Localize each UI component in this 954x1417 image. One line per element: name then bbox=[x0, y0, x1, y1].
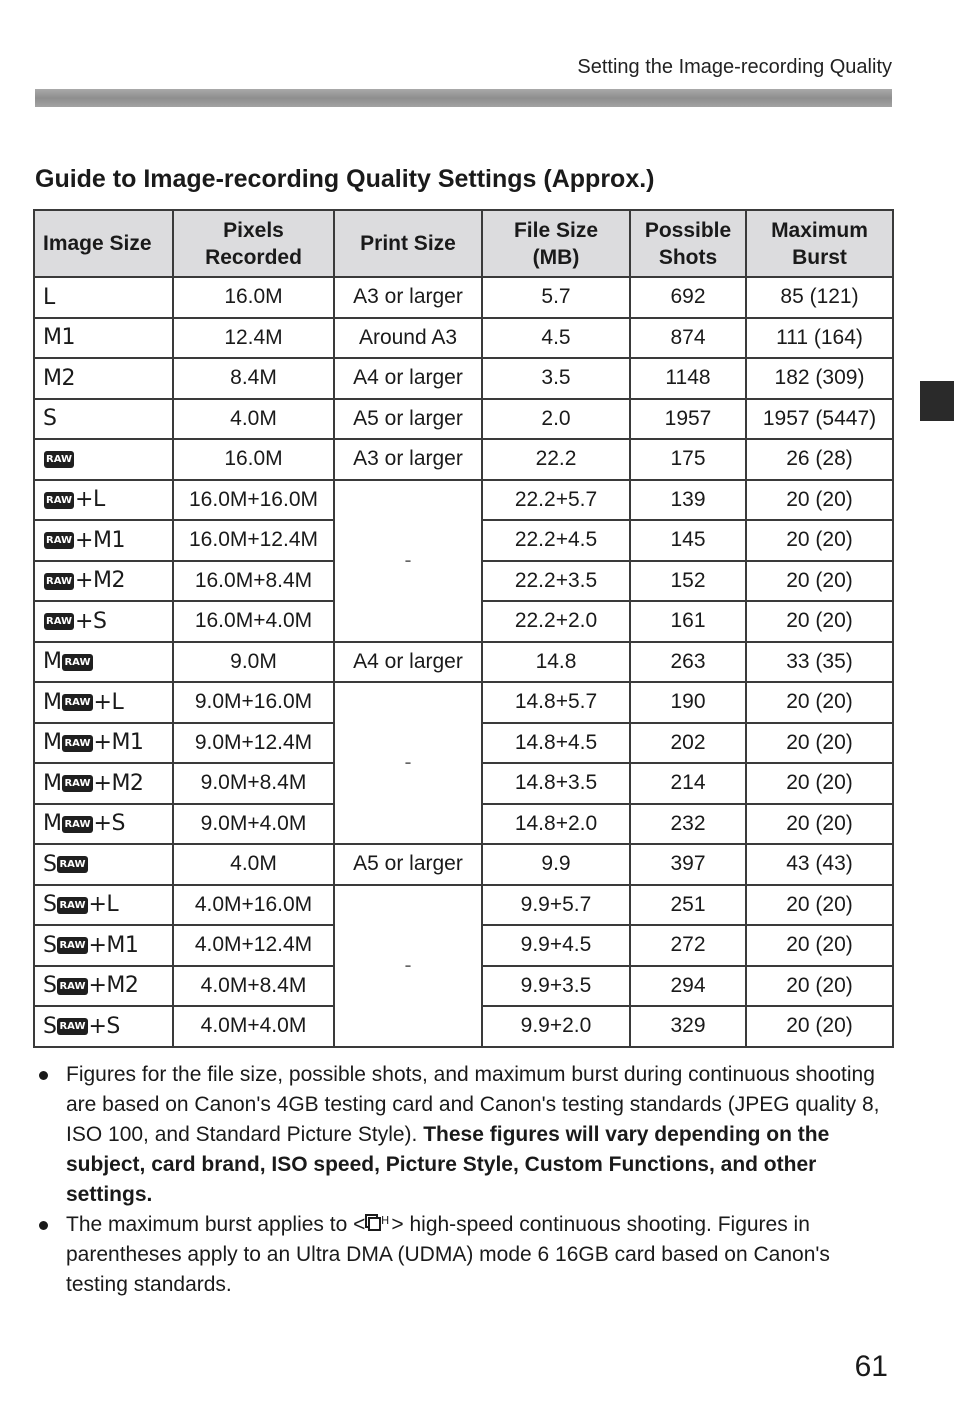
possible-shots-cell: 190 bbox=[630, 682, 746, 723]
file-size-cell: 3.5 bbox=[482, 358, 630, 399]
table-row bbox=[34, 844, 893, 885]
maximum-burst-cell: 20 (20) bbox=[746, 682, 893, 723]
image-size-cell bbox=[34, 439, 173, 480]
size-prefix: S bbox=[43, 851, 57, 877]
chapter-tab-marker bbox=[920, 381, 954, 421]
image-size-cell bbox=[34, 277, 173, 318]
image-size-cell bbox=[34, 561, 173, 602]
print-size-cell: A4 or larger bbox=[334, 642, 482, 683]
file-size-cell: 5.7 bbox=[482, 277, 630, 318]
print-size-cell: Around A3 bbox=[334, 318, 482, 359]
note2-text-after: > high-speed continuous shooting. Figures in parentheses apply to an Ultra DMA (UDMA) mode 6 16GB card based on Canon's testing standards. bbox=[66, 1213, 830, 1296]
file-size-cell: 22.2+2.0 bbox=[482, 601, 630, 642]
pixels-recorded-cell: 4.0M bbox=[173, 844, 334, 885]
pixels-recorded-cell: 4.0M bbox=[173, 399, 334, 440]
image-size-cell bbox=[34, 925, 173, 966]
print-size-cell: - bbox=[334, 682, 482, 844]
image-size-cell bbox=[34, 480, 173, 521]
raw-icon: RAW bbox=[62, 694, 92, 711]
note2-text-before: The maximum burst applies to < bbox=[66, 1213, 366, 1236]
maximum-burst-cell: 20 (20) bbox=[746, 763, 893, 804]
print-size-cell: - bbox=[334, 885, 482, 1047]
image-size-cell bbox=[34, 399, 173, 440]
possible-shots-cell: 329 bbox=[630, 1006, 746, 1047]
table-row bbox=[34, 682, 893, 723]
possible-shots-cell: 202 bbox=[630, 723, 746, 764]
raw-icon: RAW bbox=[44, 573, 74, 590]
size-suffix: +M1 bbox=[93, 730, 144, 756]
print-size-cell: A3 or larger bbox=[334, 277, 482, 318]
possible-shots-cell: 294 bbox=[630, 966, 746, 1007]
size-prefix: S bbox=[43, 932, 57, 958]
header-pixels-line1: Pixels bbox=[223, 218, 284, 242]
raw-icon: RAW bbox=[62, 735, 92, 752]
possible-shots-cell: 161 bbox=[630, 601, 746, 642]
possible-shots-cell: 263 bbox=[630, 642, 746, 683]
possible-shots-cell: 1148 bbox=[630, 358, 746, 399]
size-prefix: S bbox=[43, 406, 57, 432]
pixels-recorded-cell: 9.0M+12.4M bbox=[173, 723, 334, 764]
image-size-cell bbox=[34, 885, 173, 926]
icon-suffix: H bbox=[381, 1214, 390, 1227]
header-file-size bbox=[482, 210, 630, 277]
pixels-recorded-cell: 16.0M+16.0M bbox=[173, 480, 334, 521]
quality-settings-table bbox=[33, 209, 894, 1048]
file-size-cell: 9.9+3.5 bbox=[482, 966, 630, 1007]
file-size-cell: 9.9 bbox=[482, 844, 630, 885]
maximum-burst-cell: 1957 (5447) bbox=[746, 399, 893, 440]
maximum-burst-cell: 20 (20) bbox=[746, 925, 893, 966]
possible-shots-cell: 214 bbox=[630, 763, 746, 804]
running-header: Setting the Image-recording Quality bbox=[577, 56, 892, 78]
size-suffix: +M2 bbox=[93, 770, 144, 796]
header-image-size: Image Size bbox=[34, 210, 173, 277]
image-size-cell bbox=[34, 763, 173, 804]
pixels-recorded-cell: 16.0M+12.4M bbox=[173, 520, 334, 561]
size-prefix: M bbox=[43, 811, 62, 837]
pixels-recorded-cell: 8.4M bbox=[173, 358, 334, 399]
pixels-recorded-cell: 16.0M bbox=[173, 439, 334, 480]
maximum-burst-cell: 20 (20) bbox=[746, 804, 893, 845]
file-size-cell: 9.9+5.7 bbox=[482, 885, 630, 926]
maximum-burst-cell: 85 (121) bbox=[746, 277, 893, 318]
header-maximum-burst bbox=[746, 210, 893, 277]
size-prefix: M2 bbox=[43, 365, 75, 391]
size-suffix: +S bbox=[75, 608, 107, 634]
file-size-cell: 14.8 bbox=[482, 642, 630, 683]
raw-icon: RAW bbox=[44, 492, 74, 509]
image-size-cell bbox=[34, 358, 173, 399]
section-title: Guide to Image-recording Quality Settings (Approx.) bbox=[35, 165, 655, 193]
table-row bbox=[34, 885, 893, 926]
image-size-cell bbox=[34, 966, 173, 1007]
maximum-burst-cell: 20 (20) bbox=[746, 723, 893, 764]
maximum-burst-cell: 111 (164) bbox=[746, 318, 893, 359]
raw-icon: RAW bbox=[62, 816, 92, 833]
table-row bbox=[34, 439, 893, 480]
possible-shots-cell: 175 bbox=[630, 439, 746, 480]
size-suffix: +M1 bbox=[75, 527, 125, 553]
image-size-cell bbox=[34, 1006, 173, 1047]
size-prefix: L bbox=[43, 284, 55, 310]
raw-icon: RAW bbox=[57, 937, 87, 954]
image-size-cell bbox=[34, 723, 173, 764]
pixels-recorded-cell: 9.0M+4.0M bbox=[173, 804, 334, 845]
size-prefix: S bbox=[43, 973, 57, 999]
file-size-cell: 2.0 bbox=[482, 399, 630, 440]
page-number: 61 bbox=[854, 1350, 888, 1383]
size-suffix: +L bbox=[93, 689, 124, 715]
file-size-cell: 22.2 bbox=[482, 439, 630, 480]
header-pixels-recorded bbox=[173, 210, 334, 277]
maximum-burst-cell: 20 (20) bbox=[746, 561, 893, 602]
header-file-line2: (MB) bbox=[532, 245, 580, 269]
size-suffix: +S bbox=[93, 811, 125, 837]
maximum-burst-cell: 182 (309) bbox=[746, 358, 893, 399]
size-suffix: +M1 bbox=[88, 932, 139, 958]
bullet-icon bbox=[39, 1071, 48, 1080]
file-size-cell: 22.2+4.5 bbox=[482, 520, 630, 561]
size-prefix: M bbox=[43, 730, 62, 756]
raw-icon: RAW bbox=[44, 532, 74, 549]
size-prefix: M bbox=[43, 649, 62, 675]
maximum-burst-cell: 20 (20) bbox=[746, 1006, 893, 1047]
maximum-burst-cell: 20 (20) bbox=[746, 520, 893, 561]
header-print-size: Print Size bbox=[334, 210, 482, 277]
table-row bbox=[34, 399, 893, 440]
file-size-cell: 22.2+5.7 bbox=[482, 480, 630, 521]
possible-shots-cell: 272 bbox=[630, 925, 746, 966]
file-size-cell: 4.5 bbox=[482, 318, 630, 359]
possible-shots-cell: 397 bbox=[630, 844, 746, 885]
size-prefix: S bbox=[43, 892, 57, 918]
size-suffix: +M2 bbox=[88, 973, 139, 999]
file-size-cell: 9.9+4.5 bbox=[482, 925, 630, 966]
maximum-burst-cell: 20 (20) bbox=[746, 966, 893, 1007]
table-body bbox=[34, 277, 893, 1047]
file-size-cell: 14.8+5.7 bbox=[482, 682, 630, 723]
table-row bbox=[34, 277, 893, 318]
pixels-recorded-cell: 16.0M+4.0M bbox=[173, 601, 334, 642]
pixels-recorded-cell: 9.0M+16.0M bbox=[173, 682, 334, 723]
size-prefix: M1 bbox=[43, 325, 75, 351]
raw-icon: RAW bbox=[57, 1018, 87, 1035]
note-item bbox=[35, 1060, 895, 1210]
file-size-cell: 22.2+3.5 bbox=[482, 561, 630, 602]
size-suffix: +L bbox=[88, 892, 119, 918]
header-burst-line2: Burst bbox=[792, 245, 847, 269]
bullet-icon bbox=[39, 1221, 48, 1230]
print-size-cell: A5 or larger bbox=[334, 844, 482, 885]
table-row bbox=[34, 642, 893, 683]
raw-icon: RAW bbox=[44, 613, 74, 630]
notes-list bbox=[35, 1060, 895, 1300]
size-suffix: +M2 bbox=[75, 568, 125, 594]
pixels-recorded-cell: 4.0M+12.4M bbox=[173, 925, 334, 966]
image-size-cell bbox=[34, 682, 173, 723]
header-burst-line1: Maximum bbox=[771, 218, 868, 242]
pixels-recorded-cell: 9.0M bbox=[173, 642, 334, 683]
pixels-recorded-cell: 16.0M+8.4M bbox=[173, 561, 334, 602]
table-row bbox=[34, 318, 893, 359]
image-size-cell bbox=[34, 642, 173, 683]
header-shots-line1: Possible bbox=[644, 218, 732, 242]
pixels-recorded-cell: 4.0M+16.0M bbox=[173, 885, 334, 926]
maximum-burst-cell: 26 (28) bbox=[746, 439, 893, 480]
image-size-cell bbox=[34, 601, 173, 642]
pixels-recorded-cell: 4.0M+4.0M bbox=[173, 1006, 334, 1047]
file-size-cell: 14.8+3.5 bbox=[482, 763, 630, 804]
possible-shots-cell: 251 bbox=[630, 885, 746, 926]
table-header-row bbox=[34, 210, 893, 277]
header-file-line1: File Size bbox=[513, 218, 599, 242]
pixels-recorded-cell: 12.4M bbox=[173, 318, 334, 359]
header-possible-shots bbox=[630, 210, 746, 277]
print-size-cell: - bbox=[334, 480, 482, 642]
header-pixels-line2: Recorded bbox=[205, 245, 302, 269]
maximum-burst-cell: 20 (20) bbox=[746, 601, 893, 642]
possible-shots-cell: 692 bbox=[630, 277, 746, 318]
pixels-recorded-cell: 9.0M+8.4M bbox=[173, 763, 334, 804]
size-suffix: +L bbox=[75, 487, 105, 513]
maximum-burst-cell: 43 (43) bbox=[746, 844, 893, 885]
possible-shots-cell: 874 bbox=[630, 318, 746, 359]
size-prefix: M bbox=[43, 770, 62, 796]
maximum-burst-cell: 33 (35) bbox=[746, 642, 893, 683]
maximum-burst-cell: 20 (20) bbox=[746, 480, 893, 521]
possible-shots-cell: 232 bbox=[630, 804, 746, 845]
maximum-burst-cell: 20 (20) bbox=[746, 885, 893, 926]
image-size-cell bbox=[34, 844, 173, 885]
size-prefix: S bbox=[43, 1013, 57, 1039]
raw-icon: RAW bbox=[62, 775, 92, 792]
print-size-cell: A3 or larger bbox=[334, 439, 482, 480]
file-size-cell: 14.8+4.5 bbox=[482, 723, 630, 764]
raw-icon: RAW bbox=[62, 654, 92, 671]
raw-icon: RAW bbox=[44, 451, 74, 468]
table-row bbox=[34, 480, 893, 521]
note1-text: Figures for the file size, possible shots, and maximum burst during continuous shooting are based on Canon's 4GB testing card and Canon's testing standards (JPEG quality 8, ISO 100, and Standard Picture Style). bbox=[66, 1063, 880, 1146]
raw-icon: RAW bbox=[57, 897, 87, 914]
possible-shots-cell: 139 bbox=[630, 480, 746, 521]
note-item bbox=[35, 1210, 895, 1300]
size-prefix: M bbox=[43, 689, 62, 715]
file-size-cell: 14.8+2.0 bbox=[482, 804, 630, 845]
possible-shots-cell: 145 bbox=[630, 520, 746, 561]
image-size-cell bbox=[34, 804, 173, 845]
continuous-shooting-high-icon bbox=[365, 1212, 391, 1232]
pixels-recorded-cell: 16.0M bbox=[173, 277, 334, 318]
size-suffix: +S bbox=[88, 1013, 120, 1039]
possible-shots-cell: 152 bbox=[630, 561, 746, 602]
header-rule bbox=[35, 89, 892, 107]
pixels-recorded-cell: 4.0M+8.4M bbox=[173, 966, 334, 1007]
print-size-cell: A4 or larger bbox=[334, 358, 482, 399]
table-row bbox=[34, 358, 893, 399]
file-size-cell: 9.9+2.0 bbox=[482, 1006, 630, 1047]
header-shots-line2: Shots bbox=[658, 245, 718, 269]
image-size-cell bbox=[34, 318, 173, 359]
note1-bold-text: These figures will vary depending on the subject, card brand, ISO speed, Picture Style, Custom Functions, and other settings. bbox=[66, 1123, 830, 1206]
print-size-cell: A5 or larger bbox=[334, 399, 482, 440]
possible-shots-cell: 1957 bbox=[630, 399, 746, 440]
raw-icon: RAW bbox=[57, 978, 87, 995]
raw-icon: RAW bbox=[57, 856, 87, 873]
image-size-cell bbox=[34, 520, 173, 561]
